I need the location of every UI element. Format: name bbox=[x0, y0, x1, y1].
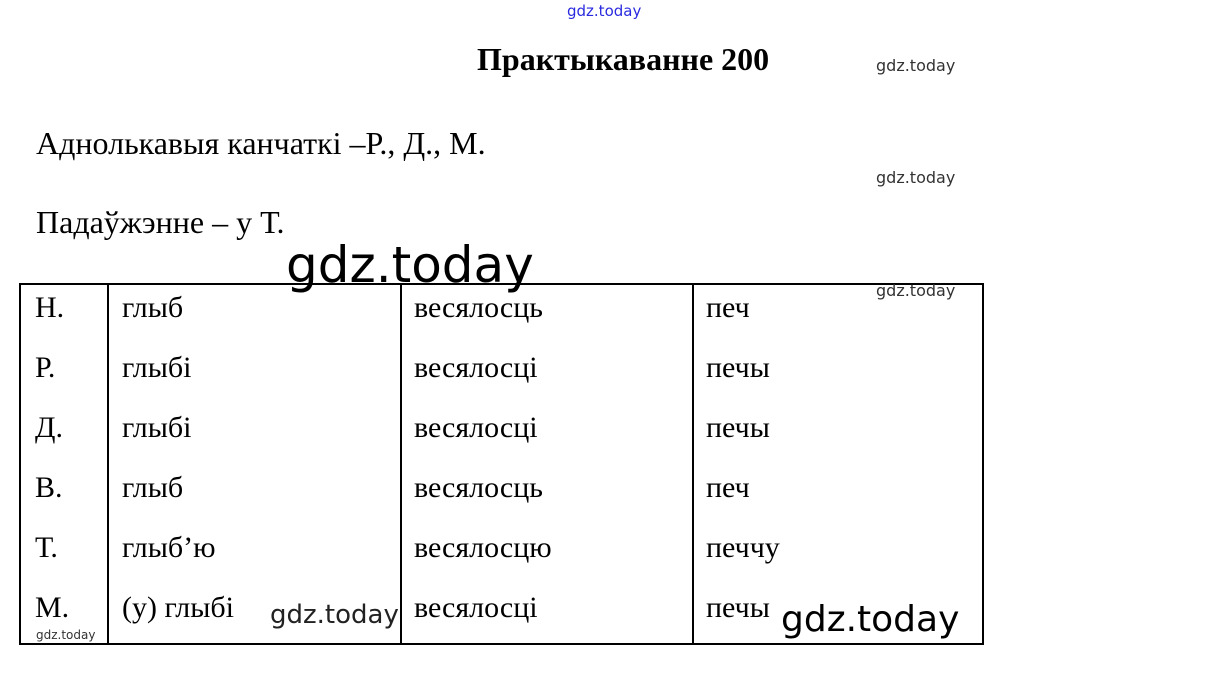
case-label: Д. bbox=[35, 411, 63, 444]
case-label: Н. bbox=[35, 291, 65, 324]
table-cell: весялосці bbox=[414, 351, 538, 384]
case-label: Т. bbox=[35, 531, 58, 564]
watermark-small: gdz.today bbox=[876, 281, 956, 300]
column-divider bbox=[400, 285, 402, 643]
table-cell: весялосць bbox=[414, 291, 543, 324]
table-cell: глыбі bbox=[122, 411, 192, 444]
watermark-top: gdz.today bbox=[567, 2, 642, 20]
text-line-endings: Аднолькавыя канчаткі –Р., Д., М. bbox=[36, 125, 486, 161]
watermark-large: gdz.today bbox=[286, 236, 534, 294]
table-cell: весялосці bbox=[414, 411, 538, 444]
table-cell: печчу bbox=[706, 531, 780, 564]
table-cell: глыб bbox=[122, 291, 184, 324]
table-cell: весялосці bbox=[414, 591, 538, 624]
table-cell: глыб bbox=[122, 471, 184, 504]
case-label: Р. bbox=[35, 351, 56, 384]
table-cell: печы bbox=[706, 411, 770, 444]
watermark-small: gdz.today bbox=[876, 168, 956, 187]
table-cell: печ bbox=[706, 291, 750, 324]
table-cell: глыб’ю bbox=[122, 531, 216, 564]
table-cell: весялосцю bbox=[414, 531, 552, 564]
case-label: М. bbox=[35, 591, 70, 624]
table-cell: печы bbox=[706, 591, 770, 624]
table-cell: печы bbox=[706, 351, 770, 384]
watermark-medium: gdz.today bbox=[781, 599, 960, 640]
page-title: Практыкаванне 200 bbox=[477, 41, 770, 77]
watermark-small: gdz.today bbox=[876, 56, 956, 75]
column-divider bbox=[692, 285, 694, 643]
watermark-medium: gdz.today bbox=[270, 600, 399, 630]
table-cell: глыбі bbox=[122, 351, 192, 384]
table-cell: (у) глыбі bbox=[122, 591, 234, 624]
column-divider bbox=[107, 285, 109, 643]
table-cell: весялосць bbox=[414, 471, 543, 504]
declension-table bbox=[19, 283, 984, 645]
text-line-lengthening: Падаўжэнне – у Т. bbox=[36, 204, 285, 240]
watermark-tiny: gdz.today bbox=[36, 628, 96, 642]
case-label: В. bbox=[35, 471, 63, 504]
table-cell: печ bbox=[706, 471, 750, 504]
